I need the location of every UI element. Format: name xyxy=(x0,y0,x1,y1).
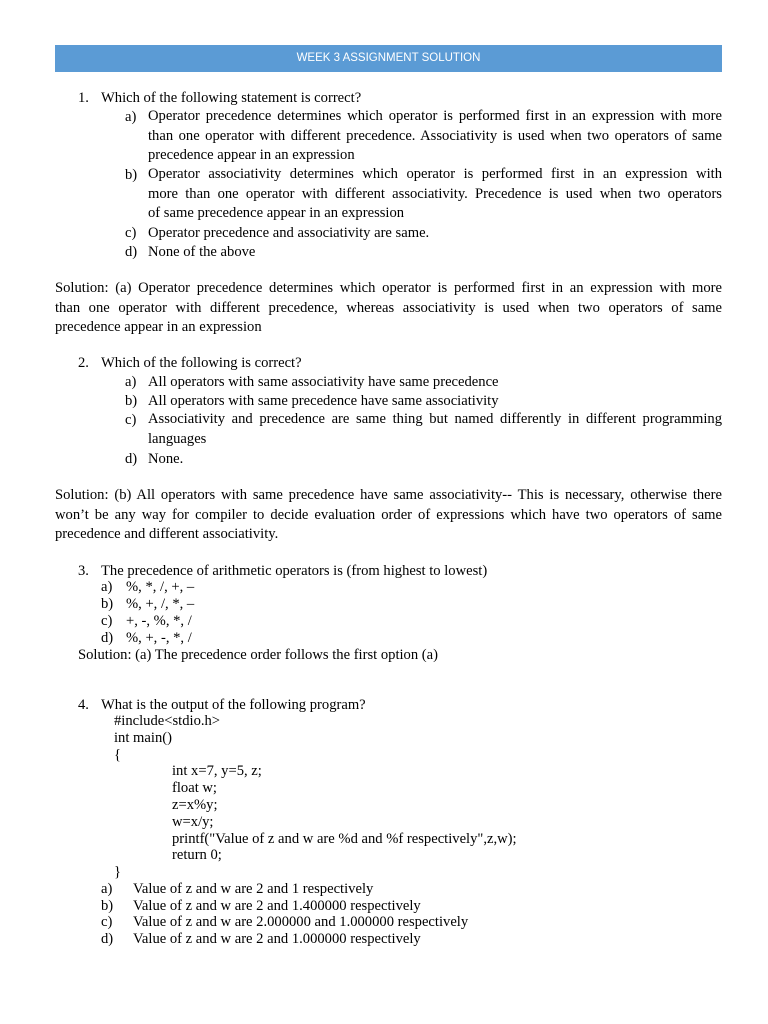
option-text: %, +, /, *, – xyxy=(126,596,195,612)
option-text-line: than one operator with different precedence. Associativity is used when two operators of same xyxy=(148,127,722,144)
code-line: float w; xyxy=(172,780,217,796)
solution-2 xyxy=(55,486,722,546)
code-line: z=x%y; xyxy=(172,797,218,813)
option-label: c) xyxy=(125,225,137,241)
option-label: c) xyxy=(101,613,113,629)
solution-1 xyxy=(55,279,722,339)
option-label: b) xyxy=(125,393,138,409)
question-number: 3. xyxy=(78,563,89,579)
option-label: d) xyxy=(101,630,114,646)
solution-3: Solution: (a) The precedence order follows the first option (a) xyxy=(78,647,438,663)
option-text-line: Associativity and precedence are same thing but named differently in different programming xyxy=(148,411,722,427)
solution-line: than one operator with different precedence, whereas associativity is used when two operators of same xyxy=(55,299,722,316)
question-number: 1. xyxy=(78,90,89,106)
option-text: Operator precedence and associativity are same. xyxy=(148,225,430,241)
code-line: printf("Value of z and w are %d and %f respectively",z,w); xyxy=(172,831,517,847)
option-text: Value of z and w are 2 and 1.400000 respectively xyxy=(133,898,421,914)
page-header-banner xyxy=(55,45,722,72)
page-title: WEEK 3 ASSIGNMENT SOLUTION xyxy=(296,52,481,64)
option-label: d) xyxy=(125,244,138,260)
option-label: b) xyxy=(125,167,138,183)
code-line: } xyxy=(114,864,122,880)
code-line: return 0; xyxy=(172,847,222,863)
solution-line: precedence and different associativity. xyxy=(55,526,279,543)
question-text: Which of the following is correct? xyxy=(101,355,302,371)
option-label: d) xyxy=(125,451,138,467)
option-text: All operators with same precedence have same associativity xyxy=(148,393,499,409)
option-label: d) xyxy=(101,931,114,947)
option-text-line: of same precedence appear in an expression xyxy=(148,205,405,222)
option-label: a) xyxy=(125,374,137,390)
option-label: b) xyxy=(101,898,114,914)
question-text: The precedence of arithmetic operators is (from highest to lowest) xyxy=(101,563,488,579)
option-label: b) xyxy=(101,596,114,612)
question-number: 4. xyxy=(78,697,89,713)
option-label: a) xyxy=(101,579,113,595)
option-text-line: more than one operator with different associativity. Precedence is used when two operators xyxy=(148,185,722,202)
solution-line: Solution: (a) Operator precedence determines which operator is performed first in an expression with more xyxy=(55,280,722,296)
option-text: Value of z and w are 2 and 1.000000 respectively xyxy=(133,931,421,947)
option-text: %, *, /, +, – xyxy=(126,579,195,595)
option-text-line: precedence appear in an expression xyxy=(148,147,355,164)
question-number: 2. xyxy=(78,355,89,371)
option-text: All operators with same associativity have same precedence xyxy=(148,374,499,390)
option-text: None. xyxy=(148,451,184,467)
code-line: int x=7, y=5, z; xyxy=(172,763,262,779)
option-text: Value of z and w are 2.000000 and 1.000000 respectively xyxy=(133,914,469,930)
solution-line: Solution: (b) All operators with same precedence have same associativity-- This is necessary, otherwise there xyxy=(55,487,722,503)
option-text: %, +, -, *, / xyxy=(126,630,192,646)
option-label: a) xyxy=(125,109,137,125)
code-line: int main() xyxy=(114,730,172,746)
option-label: c) xyxy=(125,412,137,428)
solution-line: won’t be any way for compiler to decide evaluation order of expressions which have two operators of same xyxy=(55,506,722,523)
option-label: c) xyxy=(101,914,113,930)
option-text-line: languages xyxy=(148,430,207,447)
code-line: #include<stdio.h> xyxy=(114,713,221,729)
question-text: Which of the following statement is correct? xyxy=(101,90,362,106)
option-text: Value of z and w are 2 and 1 respectively xyxy=(133,881,374,897)
code-line: w=x/y; xyxy=(172,814,214,830)
option-text-line: Operator precedence determines which operator is performed first in an expression with more xyxy=(148,108,722,124)
code-line: { xyxy=(114,747,122,763)
solution-line: precedence appear in an expression xyxy=(55,319,262,336)
option-label: a) xyxy=(101,881,113,897)
option-text-line: Operator associativity determines which operator is performed first in an expression with xyxy=(148,166,722,182)
option-text: None of the above xyxy=(148,244,256,260)
option-text: +, -, %, *, / xyxy=(126,613,192,629)
question-text: What is the output of the following program? xyxy=(101,697,366,713)
